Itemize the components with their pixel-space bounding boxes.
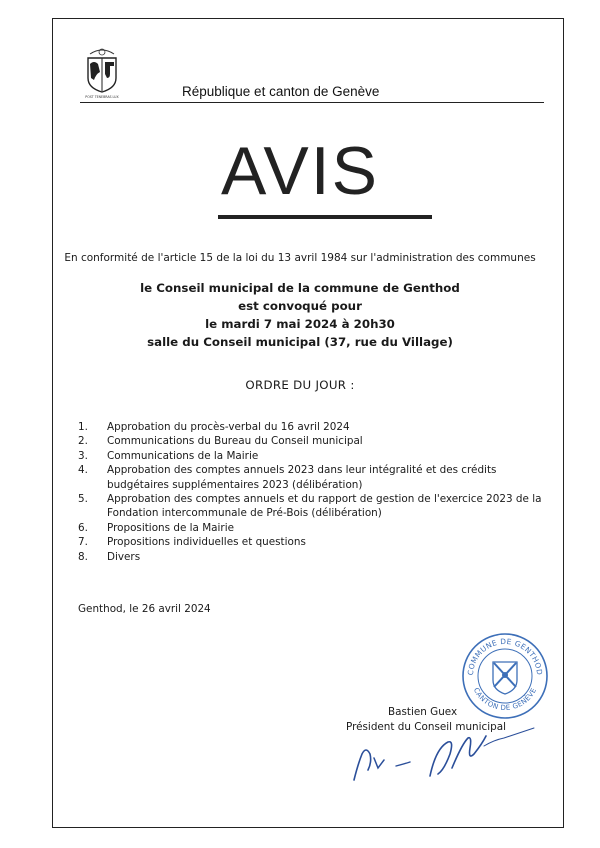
agenda-item <box>78 420 548 434</box>
seal-bottom-text: CANTON DE GENÈVE <box>471 686 539 713</box>
agenda-item <box>78 550 548 564</box>
legal-basis: En conformité de l'article 15 de la loi du 13 avril 1984 sur l'administration des communes <box>64 252 536 264</box>
agenda-item-number: 8. <box>78 550 88 563</box>
agenda-item <box>78 521 548 535</box>
agenda-item-number: 7. <box>78 536 88 549</box>
agenda-item <box>78 535 548 549</box>
agenda-item-text: Approbation des comptes annuels 2023 dans leur intégralité et des crédits budgétaires supplémentaires 2023 (délibération) <box>107 464 497 491</box>
title-underline <box>218 215 432 219</box>
convocation-line: salle du Conseil municipal (37, rue du Village) <box>147 335 453 349</box>
seal-top-text: COMMUNE DE GENTHOD <box>465 636 545 676</box>
agenda-item-text: Communications du Bureau du Conseil municipal <box>107 435 363 448</box>
convocation-line: est convoqué pour <box>238 299 362 313</box>
svg-text:POST TENEBRAS LUX: POST TENEBRAS LUX <box>85 95 119 99</box>
agenda-item-number: 6. <box>78 521 88 534</box>
republic-heading: République et canton de Genève <box>182 84 380 99</box>
agenda-list <box>78 420 548 564</box>
place-date: Genthod, le 26 avril 2024 <box>78 603 211 615</box>
convocation-line: le Conseil municipal de la commune de Genthod <box>140 281 460 295</box>
agenda-item-text: Propositions individuelles et questions <box>107 536 306 549</box>
handwritten-signature-icon <box>344 724 544 786</box>
commune-seal-icon <box>461 632 549 720</box>
agenda-item <box>78 449 548 463</box>
convocation-block <box>0 279 600 351</box>
notice-title: AVIS <box>221 133 379 209</box>
agenda-item-number: 2. <box>78 435 88 448</box>
geneva-crest-icon <box>84 44 120 100</box>
svg-text:COMMUNE DE GENTHOD <box>466 637 544 676</box>
agenda-item-text: Communications de la Mairie <box>107 449 259 462</box>
agenda-item <box>78 492 548 521</box>
agenda-title: ORDRE DU JOUR : <box>245 378 355 392</box>
agenda-item-text: Approbation des comptes annuels et du rapport de gestion de l'exercice 2023 de la Fondation intercommunale de Pré-Bois (délibération) <box>107 493 542 520</box>
agenda-item-text: Divers <box>107 550 141 563</box>
agenda-item-number: 1. <box>78 421 88 433</box>
agenda-item-number: 5. <box>78 493 88 506</box>
signatory-name: Bastien Guex <box>388 706 458 718</box>
header-divider <box>80 102 544 103</box>
agenda-item-number: 3. <box>78 449 88 462</box>
signatory-role: Président du Conseil municipal <box>346 721 506 733</box>
agenda-item <box>78 434 548 448</box>
convocation-line: le mardi 7 mai 2024 à 20h30 <box>205 317 395 331</box>
agenda-item-number: 4. <box>78 464 88 477</box>
agenda-item-text: Propositions de la Mairie <box>107 521 234 534</box>
agenda-item-text: Approbation du procès-verbal du 16 avril 2024 <box>107 421 350 433</box>
agenda-item <box>78 463 548 492</box>
